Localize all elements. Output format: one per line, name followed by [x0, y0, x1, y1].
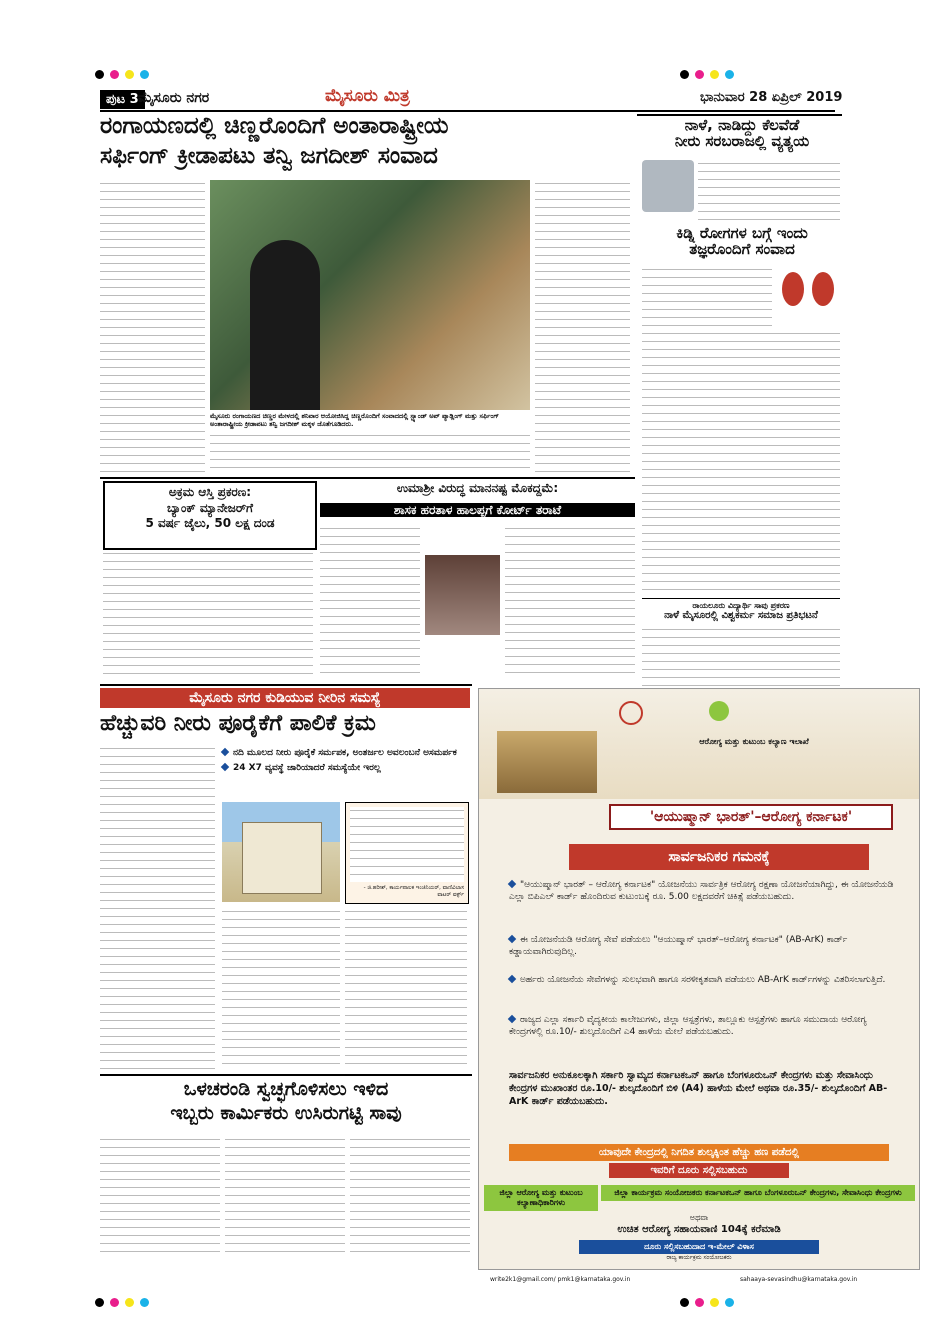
bank-manager-box	[103, 481, 317, 550]
ad-item-3	[509, 974, 899, 986]
water-quote-author: - ಜಿ.ಹರೀಶ್, ಕಾರ್ಯಪಾಲಕ ಇಂಜಿನಿಯರ್, ವಾಣಿವಿಲಾಸ ವಾಟರ್ ವರ್ಕ್ಸ್	[363, 885, 464, 898]
masthead: ಮೈಸೂರು ಮಿತ್ರ	[325, 86, 410, 106]
ad-email-2: sahaaya-sevasindhu@karnataka.gov.in	[740, 1276, 858, 1283]
lead-bottom-rule	[100, 477, 635, 479]
ad-complaint-right: ಜಿಲ್ಲಾ ಕಾರ್ಯಕ್ರಮ ಸಂಯೋಜಕರು ಕರ್ನಾಟಕಒನ್ ಹಾಗೂ ಬೆಂಗಳೂರುಒನ್ ಕೇಂದ್ರಗಳು, ಸೇವಾಸಿಂಧು ಕೇಂದ್ರಗಳು	[601, 1185, 915, 1201]
water-article-col1	[100, 745, 215, 1070]
water-quote-box	[345, 802, 469, 904]
water-works-photo	[222, 802, 340, 902]
ad-email-note: ರಾಜ್ಯ ಕಾರ್ಯಕ್ರಮ ಸಂಯೋಜಕರು	[666, 1254, 732, 1261]
building-shape	[242, 822, 322, 894]
lead-photo-caption: ಮೈಸೂರು ರಂಗಾಯಣದ ಚಿಣ್ಣರ ಮೇಳದಲ್ಲಿ ಶನಿವಾರ ಆಯೋಜಿಸಿದ್ದ ಚಿಣ್ಣರೊಂದಿಗೆ ಸಂವಾದದಲ್ಲಿ ಸ್ಟ್ಯಾಂಡ್ ಅಪ್ ಪ್ಯಾಡ್ಲಿಂಗ್ ಮತ್ತು ಸರ್ಫಿಂಗ್ ಅಂತಾರಾಷ್ಟ್ರೀಯ ಕ್ರೀಡಾಪಟು ತನ್ವಿ ಜಗದೀಶ್ ಮಕ್ಕಳ ಜೊತೆಗೂಡಿದರು.	[210, 412, 499, 428]
water-top-rule	[100, 684, 472, 686]
bank-manager-article	[103, 550, 313, 675]
water-supply-article	[698, 160, 840, 220]
ad-complaint-left: ಜಿಲ್ಲಾ ಆರೋಗ್ಯ ಮತ್ತು ಕುಟುಂಬ ಕಲ್ಯಾಣಾಧಿಕಾರಿಗಳು	[484, 1185, 598, 1211]
lead-article-right-column	[535, 180, 630, 475]
bank-manager-head2: ಬ್ಯಾಂಕ್ ಮ್ಯಾನೇಜರ್‌ಗೆ	[166, 500, 254, 515]
water-bullet-1	[222, 748, 467, 759]
ad-band-1: ಯಾವುದೇ ಕೇಂದ್ರದಲ್ಲಿ ನಿಗದಿತ ಶುಲ್ಕಕ್ಕಿಂತ ಹೆಚ್ಚು ಹಣ ಪಡೆದಲ್ಲಿ	[509, 1144, 889, 1161]
umashree-article-col2	[505, 525, 635, 675]
student-death-kicker: ರಾಯಲೂರು ವಿದ್ಯಾರ್ಥಿ ಸಾವು ಪ್ರಕರಣ	[642, 598, 840, 611]
ad-building-image	[497, 731, 597, 793]
bottom-headline-line2: ಇಬ್ಬರು ಕಾರ್ಮಿಕರು ಉಸಿರುಗಟ್ಟಿ ಸಾವು	[170, 1101, 402, 1124]
registration-dots-bottom	[95, 1298, 149, 1307]
ad-item-2-text: ಈ ಯೋಜನೆಯಡಿ ಆರೋಗ್ಯ ಸೇವೆ ಪಡೆಯಲು "ಆಯುಷ್ಮಾನ್ ಭಾರತ್–ಆರೋಗ್ಯ ಕರ್ನಾಟಕ" (AB-ArK) ಕಾರ್ಡ್ ಕಡ್ಡಾಯವಾಗಿರುವುದಿಲ್ಲ.	[509, 935, 848, 957]
water-banner: ಮೈಸೂರು ನಗರ ಕುಡಿಯುವ ನೀರಿನ ಸಮಸ್ಯೆ	[100, 688, 470, 708]
lead-headline-line1: ರಂಗಾಯಣದಲ್ಲಿ ಚಿಣ್ಣರೊಂದಿಗೆ ಅಂತಾರಾಷ್ಟ್ರೀಯ	[100, 113, 449, 139]
page-number: ಪುಟ 3	[100, 90, 145, 109]
ad-item-1	[509, 879, 899, 903]
bottom-top-rule	[100, 1074, 472, 1076]
tap-image	[642, 160, 694, 212]
kidney-article	[642, 266, 772, 326]
bank-manager-head1: ಅಕ್ರಮ ಆಸ್ತಿ ಪ್ರಕರಣ:	[168, 485, 252, 499]
ad-item-4	[509, 1014, 899, 1038]
ad-subtitle: ಸಾರ್ವಜನಿಕರ ಗಮನಕ್ಕೆ	[569, 844, 869, 870]
water-bullet-2-text: 24 X7 ವ್ಯವಸ್ಥೆ ಜಾರಿಯಾದರೆ ಸಮಸ್ಯೆಯೇ ಇರಲ್ಲ	[233, 763, 381, 773]
ad-item-4-text: ರಾಜ್ಯದ ಎಲ್ಲಾ ಸರ್ಕಾರಿ ವೈದ್ಯಕೀಯ ಕಾಲೇಜುಗಳು, ಜಿಲ್ಲಾ ಆಸ್ಪತ್ರೆಗಳು, ತಾಲ್ಲೂಕು ಆಸ್ಪತ್ರೆಗಳು ಹಾಗೂ ಸಮುದಾಯ ಆರೋಗ್ಯ ಕೇಂದ್ರಗಳಲ್ಲಿ ರೂ.10/- ಶುಲ್ಕದೊಂದಿಗೆ ಎ4 ಹಾಳೆಯ ಮೇಲೆ ಪಡೆಯಬಹುದು.	[509, 1015, 867, 1037]
bottom-article-col3	[350, 1136, 470, 1258]
speaker-figure	[250, 240, 320, 410]
lead-photo	[210, 180, 530, 410]
lead-headline	[100, 114, 635, 168]
water-article-col3	[345, 908, 467, 1070]
ad-item-3-text: ಅರ್ಹರು ಯೋಜನೆಯ ಸೇವೆಗಳನ್ನು ಸುಲಭವಾಗಿ ಹಾಗೂ ಸರಳೀಕೃತವಾಗಿ ಪಡೆಯಲು AB-ArK ಕಾರ್ಡ್‌ಗಳನ್ನು ವಿತರಿಸಲಾಗುತ್ತಿದೆ.	[520, 975, 886, 985]
water-bullet-2	[222, 763, 467, 774]
ad-or: ಅಥವಾ	[689, 1213, 709, 1222]
kidney-image	[778, 266, 838, 316]
bank-manager-head3: 5 ವರ್ಷ ಜೈಲು, 50 ಲಕ್ಷ ದಂಡ	[145, 516, 275, 531]
ad-email-1: write2k1@gmail.com/ pmk1@karnataka.gov.in	[490, 1276, 631, 1283]
vishwakarma-headline: ನಾಳೆ ಮೈಸೂರಲ್ಲಿ ವಿಶ್ವಕರ್ಮ ಸಮಾಜ ಪ್ರತಿಭಟನೆ	[664, 610, 818, 621]
halappa-photo	[425, 555, 500, 635]
umashree-headline-line1: ಉಮಾಶ್ರೀ ವಿರುದ್ಧ ಮಾನನಷ್ಟ ಮೊಕದ್ದಮೆ:	[396, 481, 559, 495]
water-supply-headline	[642, 118, 842, 150]
ad-helpline: ಉಚಿತ ಆರೋಗ್ಯ ಸಹಾಯವಾಣಿ 104ಕ್ಕೆ ಕರೆಮಾಡಿ	[617, 1224, 781, 1235]
health-logo-icon	[709, 701, 729, 721]
water-headline: ಹೆಚ್ಚುವರಿ ನೀರು ಪೂರೈಕೆಗೆ ಪಾಲಿಕೆ ಕ್ರಮ	[100, 711, 376, 736]
ad-item-2	[509, 934, 899, 958]
bottom-headline	[100, 1080, 472, 1124]
health-advertisement	[478, 688, 920, 1270]
issue-date: ಭಾನುವಾರ 28 ಏಪ್ರಿಲ್ 2019	[700, 90, 843, 105]
lead-article-column	[100, 180, 205, 475]
government-emblem-icon	[619, 701, 643, 725]
kidney-headline-line1: ಕಿಡ್ನಿ ರೋಗಗಳ ಬಗ್ಗೆ ಇಂದು	[676, 224, 808, 242]
lead-article-bottom	[210, 432, 530, 475]
kidney-headline-line2: ತಜ್ಞರೊಂದಿಗೆ ಸಂವಾದ	[689, 239, 795, 258]
ad-fee-text: ಸಾರ್ವಜನಿಕರ ಅನುಕೂಲಕ್ಕಾಗಿ ಸರ್ಕಾರಿ ಸ್ವಾಮ್ಯದ ಕರ್ನಾಟಕಒನ್ ಹಾಗೂ ಬೆಂಗಳೂರುಒನ್ ಕೇಂದ್ರಗಳು ಮತ್ತು ಸೇವಾಸಿಂಧು ಕೇಂದ್ರಗಳ ಮುಖಾಂತರ ರೂ.10/- ಶುಲ್ಕದೊಂದಿಗೆ ಬಿಳಿ (A4) ಹಾಳೆಯ ಮೇಲೆ ಅಥವಾ ರೂ.35/- ಶುಲ್ಕದೊಂದಿಗೆ AB-ArK ಕಾರ್ಡ್ ಪಡೆಯಬಹುದು.	[509, 1070, 888, 1107]
section-name: ಮೈಸೂರು ನಗರ	[138, 90, 210, 106]
umashree-headline-line2: ಶಾಸಕ ಹರತಾಳ ಹಾಲಪ್ಪಗೆ ಕೋರ್ಟ್ ತರಾಟೆ	[320, 503, 635, 518]
kidney-article-continued	[642, 330, 840, 592]
umashree-headline	[320, 482, 635, 517]
header-rule	[100, 110, 835, 112]
ad-item-1-text: "ಆಯುಷ್ಮಾನ್ ಭಾರತ್ – ಆರೋಗ್ಯ ಕರ್ನಾಟಕ" ಯೋಜನೆಯು ಸಾರ್ವತ್ರಿಕ ಆರೋಗ್ಯ ರಕ್ಷಣಾ ಯೋಜನೆಯಾಗಿದ್ದು, ಈ ಯೋಜನೆಯಡಿ ಎಲ್ಲಾ ಬಿಪಿಎಲ್ ಕಾರ್ಡ್ ಹೊಂದಿರುವ ಕುಟುಂಬಕ್ಕೆ ರೂ. 5.00 ಲಕ್ಷದವರೆಗೆ ಚಿಕಿತ್ಸೆ ಪಡೆಯಬಹುದು.	[509, 880, 894, 902]
ad-band-2: ಇವರಿಗೆ ದೂರು ಸಲ್ಲಿಸಬಹುದು	[609, 1163, 789, 1178]
ad-title: 'ಆಯುಷ್ಮಾನ್ ಭಾರತ್'–ಆರೋಗ್ಯ ಕರ್ನಾಟಕ'	[609, 804, 893, 830]
water-supply-headline-line1: ನಾಳೆ, ನಾಡಿದ್ದು ಕೆಲವೆಡೆ	[684, 116, 800, 134]
water-bullet-1-text: ನದಿ ಮೂಲದ ನೀರು ಪೂರೈಕೆ ಸರ್ಮಪಕ, ಅಂತರ್ಜಲ ಅವಲಂಬನೆ ಅಸಮರ್ಪಕ	[233, 748, 457, 758]
ad-email-band: ದೂರು ಸಲ್ಲಿಸಬಹುದಾದ ಇ-ಮೇಲ್ ವಿಳಾಸ	[579, 1240, 819, 1254]
registration-dots-top-right	[680, 70, 734, 79]
bottom-article-col1	[100, 1136, 220, 1258]
umashree-article-col1	[320, 525, 420, 675]
bottom-article-col2	[225, 1136, 345, 1258]
lead-headline-line2: ಸರ್ಫಿಂಗ್ ಕ್ರೀಡಾಪಟು ತನ್ವಿ ಜಗದೀಶ್ ಸಂವಾದ	[100, 143, 438, 170]
ad-department: ಆರೋಗ್ಯ ಮತ್ತು ಕುಟುಂಬ ಕಲ್ಯಾಣ ಇಲಾಖೆ	[699, 737, 809, 746]
registration-dots-top	[95, 70, 149, 79]
water-bullets	[222, 748, 467, 774]
kidney-headline	[642, 226, 842, 258]
water-article-col2	[222, 908, 340, 1070]
water-supply-headline-line2: ನೀರು ಸರಬರಾಜಲ್ಲಿ ವ್ಯತ್ಯಯ	[674, 131, 810, 150]
registration-dots-bottom-right	[680, 1298, 734, 1307]
bottom-headline-line1: ಒಳಚರಂಡಿ ಸ್ವಚ್ಛಗೊಳಿಸಲು ಇಳಿದ	[183, 1078, 389, 1100]
